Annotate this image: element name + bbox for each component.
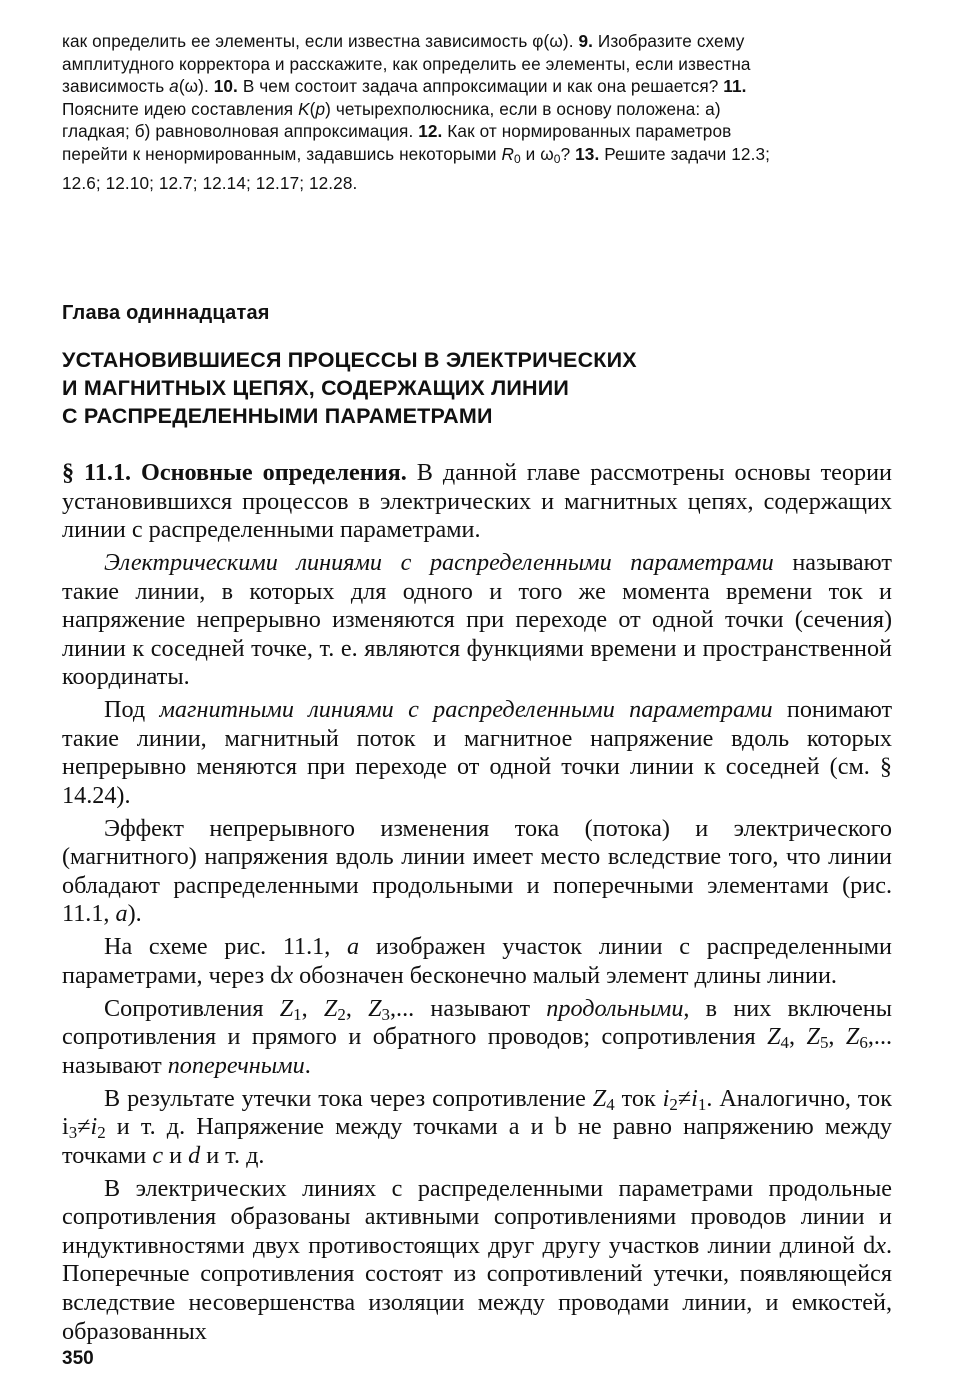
question-line: перейти к ненормированным, задавшись некоторыми $R_0$ и $\omega_0$? 13. Решите задачи 12.3; — [62, 143, 770, 166]
paragraph-text: называют такие линии, в которых для одного и того же момента времени ток и напряжение непрерывно изменяются при переходе от одной точки (сечения) линии к соседней точке, т. е. являются функциями времени и пространственной координаты. — [62, 548, 892, 691]
paragraph: Эффект непрерывного изменения тока (потока) и электрического (магнитного) напряжения вдоль линии имеет место вследствие того, что линии обладают распределенными продольными и поперечными элементами (рис. 11.1, а). — [62, 814, 892, 928]
chapter-title-line: УСТАНОВИВШИЕСЯ ПРОЦЕССЫ В ЭЛЕКТРИЧЕСКИХ — [62, 348, 637, 372]
section-heading: § 11.1. Основные определения. — [62, 459, 407, 486]
paragraph — [62, 696, 892, 810]
paragraph — [62, 549, 892, 692]
paragraph: В электрических линиях с распределенными параметрами продольные сопротивления образованы активными сопротивлениями проводов линии и индуктивностями двух противостоящих друг другу участков линии длиной dx. Поперечные сопротивления состоят из сопротивлений утечки, появляющейся вследствие несовершенства изоляции между проводами линии, и емкостей, образованных — [62, 1174, 892, 1345]
chapter-label: Глава одиннадцатая — [62, 302, 270, 324]
definition-term: магнитными линиями с распределенными параметрами — [159, 696, 773, 724]
question-line: как определить ее элементы, если известна зависимость φ(ω). 9. Изобразите схему — [62, 31, 745, 51]
chapter-title — [62, 346, 902, 430]
chapter-title-line: С РАСПРЕДЕЛЕННЫМИ ПАРАМЕТРАМИ — [62, 404, 493, 428]
question-line: зависимость a(ω). 10. В чем состоит задача аппроксимации и как она решается? 11. — [62, 76, 747, 97]
paragraph: На схеме рис. 11.1, а изображен участок линии с распределенными параметрами, через dx обозначен бесконечно малый элемент длины линии. — [62, 933, 892, 989]
paragraph-text: В данной главе рассмотрены основы теории установившихся процессов в электрических и магнитных цепях, содержащих линии с распределенными параметрами. — [62, 459, 892, 544]
paragraph: В результате утечки тока через сопротивление $Z_4$ ток $i_2\ne i_1$. Аналогично, ток $i_3\ne i_2$ и т. д. Напряжение между точками a и b не равно напряжению между точками c и d и т. д. — [62, 1084, 893, 1169]
definition-term: Электрическими линиями с распределенными параметрами — [104, 548, 774, 576]
question-line: гладкая; б) равноволновая аппроксимация. 12. Как от нормированных параметров — [62, 121, 732, 142]
section-body — [62, 459, 892, 1350]
paragraph-text: понимают такие линии, магнитный поток и магнитное напряжение вдоль которых непрерывно меняются при переходе от одной точки линии к соседней (см. § 14.24). — [62, 696, 893, 809]
question-line: Поясните идею составления K(p) четырехполюсника, если в основу положена: а) — [62, 98, 721, 119]
paragraph-text: Под — [104, 696, 160, 724]
question-line: 12.6; 12.10; 12.7; 12.14; 12.17; 12.28. — [62, 172, 358, 193]
paragraph — [62, 459, 892, 545]
chapter-title-line: И МАГНИТНЫХ ЦЕПЯХ, СОДЕРЖАЩИХ ЛИНИИ — [62, 376, 570, 400]
end-of-chapter-questions — [62, 30, 894, 194]
paragraph: Сопротивления $Z_1$, $Z_2$, $Z_3$,... называют продольными, в них включены сопротивления и прямого и обратного проводов; сопротивления $Z_4$, $Z_5$, $Z_6$,... называют поперечными. — [62, 994, 893, 1079]
page-number: 350 — [62, 1348, 94, 1369]
question-line: амплитудного корректора и расскажите, как определить ее элементы, если известна — [62, 53, 751, 74]
